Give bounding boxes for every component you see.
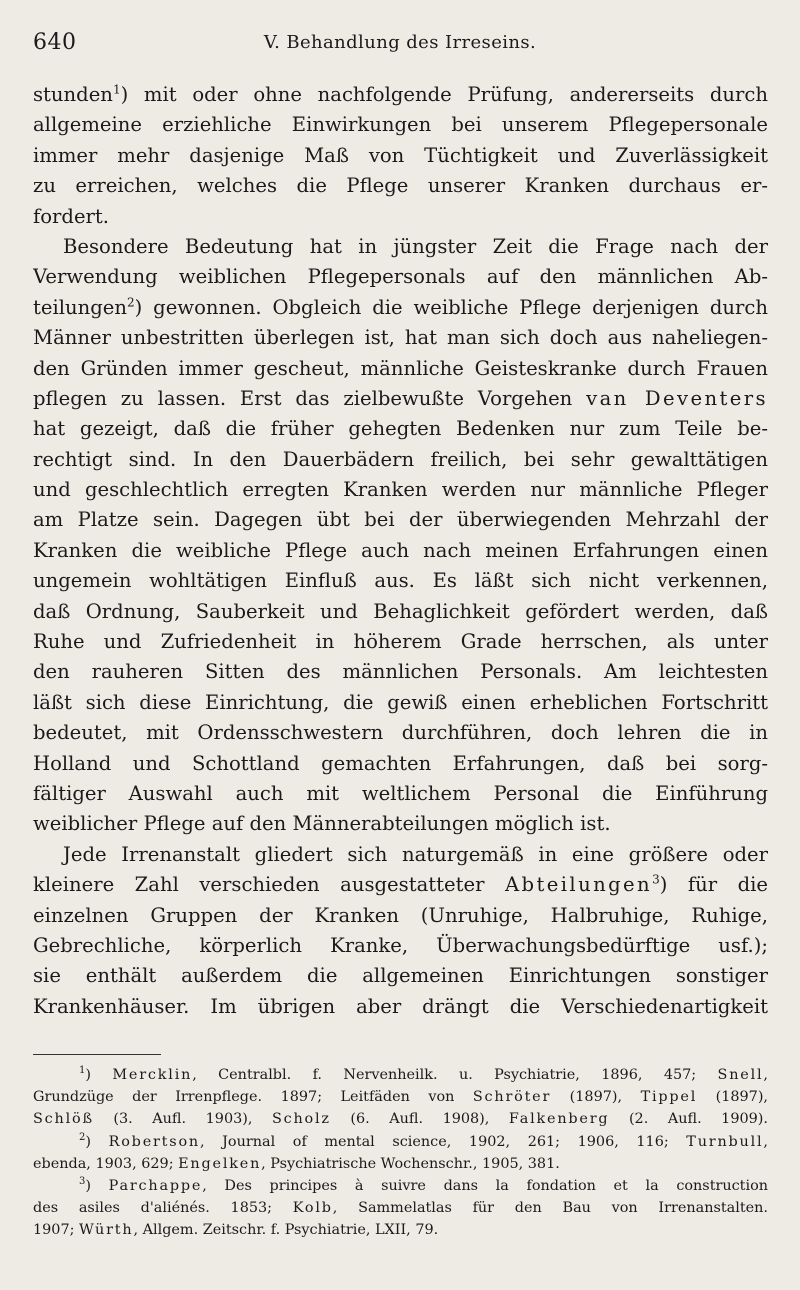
text-run: , Allgem. Zeitschr. f. Psychiatrie, LXII, 79.	[133, 1222, 439, 1239]
text-run: pflegen zu lassen. Erst das zielbewußte Vorgehen	[33, 386, 573, 410]
footnote-line	[33, 1219, 768, 1241]
author-name: Falkenberg	[508, 1111, 610, 1128]
text-line: immer mehr dasjenige Maß von Tüchtigkeit und Zuverlässigkeit	[33, 143, 768, 167]
author-name: Würth	[79, 1222, 134, 1239]
text-line: Verwendung weiblichen Pflegepersonals auf den männlichen Ab-	[33, 265, 768, 289]
author-name: Snell	[717, 1067, 764, 1083]
text-line: daß Ordnung, Sauberkeit und Behaglichkeit gefördert werden, daß	[33, 599, 768, 623]
text-line: Holland und Schottland gemachten Erfahrungen, daß bei sorg-	[33, 751, 768, 775]
text-line: weiblicher Pflege auf den Männerabteilungen möglich ist.	[33, 812, 611, 836]
text-run: )	[85, 1067, 113, 1083]
text-run: des asiles d'aliénés. 1853;	[33, 1200, 293, 1217]
text-run: (1897),	[697, 1089, 768, 1106]
footnote-ref: 3	[652, 872, 660, 887]
text-run: 1907;	[33, 1222, 80, 1239]
text-run: ) gewonnen. Obgleich die weibliche Pflege derjenigen durch	[134, 295, 768, 319]
footnote-marker: 1	[79, 1065, 86, 1077]
text-line: und geschlechtlich erregten Kranken werden nur männliche Pfleger	[33, 478, 768, 502]
footnote-ref: 1	[112, 82, 121, 97]
text-line: fältiger Auswahl auch mit weltlichem Personal die Einführung	[33, 781, 768, 805]
footnote-1	[33, 1064, 768, 1131]
text-run: ) mit oder ohne nachfolgende Prüfung, andererseits durch	[120, 83, 768, 106]
text-line	[33, 870, 768, 900]
text-line: bedeutet, mit Ordensschwestern durchführen, doch lehren die in	[33, 721, 768, 745]
footnote-line	[33, 1197, 768, 1219]
paragraph-3	[33, 840, 768, 1022]
text-line: am Platze sein. Dagegen übt bei der überwiegenden Mehrzahl der	[33, 508, 768, 532]
text-line: ungemein wohltätigen Einfluß aus. Es läßt sich nicht verkennen,	[33, 569, 768, 593]
footnote-2	[33, 1131, 768, 1175]
text-run: stunden	[33, 83, 113, 106]
text-run: )	[85, 1177, 109, 1194]
text-line	[33, 384, 768, 414]
text-line	[33, 80, 768, 110]
text-line	[33, 293, 768, 323]
text-line: fordert.	[33, 204, 110, 228]
text-line: allgemeine erziehliche Einwirkungen bei unserem Pflegepersonale	[33, 113, 768, 137]
author-name: Mercklin	[112, 1067, 193, 1083]
author-name: Robertson	[108, 1133, 200, 1150]
text-run: (3. Aufl. 1903),	[93, 1111, 272, 1128]
footnote-line	[33, 1086, 768, 1108]
author-name: Schröter	[472, 1089, 552, 1106]
footnote-separator	[33, 1054, 161, 1055]
text-run: , Sammelatlas für den Bau von Irrenanstalten.	[332, 1200, 768, 1217]
author-name: Turnbull	[686, 1133, 764, 1150]
text-line: Krankenhäuser. Im übrigen aber drängt die Verschiedenartigkeit	[33, 994, 768, 1018]
author-name: Scholz	[271, 1111, 331, 1128]
text-line: hat gezeigt, daß die früher gehegten Bedenken nur zum Teile be-	[33, 417, 768, 441]
text-line: Männer unbestritten überlegen ist, hat man sich doch aus naheliegen-	[33, 326, 768, 350]
emphasized-term: Abteilungen	[504, 873, 653, 897]
author-name: Parchappe	[108, 1177, 203, 1194]
text-run: ebenda, 1903, 629;	[33, 1155, 179, 1172]
text-line: Jede Irrenanstalt gliedert sich naturgemäß in eine größere oder	[63, 842, 768, 866]
text-run: )	[85, 1133, 109, 1150]
text-run: (2. Aufl. 1909).	[609, 1111, 768, 1128]
author-name: van Deventers	[586, 386, 768, 410]
text-line: den Gründen immer gescheut, männliche Geisteskranke durch Frauen	[33, 356, 768, 380]
text-run: kleinere Zahl verschieden ausgestatteter	[33, 873, 485, 897]
text-line: Ruhe und Zufriedenheit in höherem Grade herrschen, als unter	[33, 630, 768, 654]
footnote-marker: 2	[79, 1131, 86, 1143]
text-run: , Psychiatrische Wochenschr., 1905, 381.	[261, 1155, 560, 1172]
footnote-line	[33, 1153, 768, 1175]
text-run: (1897),	[551, 1089, 641, 1106]
page-number: 640	[33, 30, 77, 55]
text-line: rechtigt sind. In den Dauerbädern freilich, bei sehr gewalttätigen	[33, 447, 768, 471]
footnote-line	[33, 1131, 768, 1153]
footnote-ref: 2	[127, 295, 135, 310]
author-name: Tippel	[640, 1089, 698, 1106]
paragraph-2	[33, 232, 768, 840]
text-line: sie enthält außerdem die allgemeinen Einrichtungen sonstiger	[33, 964, 768, 988]
text-run: ) für die	[659, 873, 768, 897]
paragraph-1	[33, 80, 768, 232]
text-run: , Centralbl. f. Nervenheilk. u. Psychiatrie, 1896, 457;	[192, 1067, 718, 1083]
running-title: V. Behandlung des Irreseins.	[263, 32, 537, 53]
footnote-line	[33, 1108, 768, 1130]
text-run: , Des principes à suivre dans la fondation et la construction	[202, 1177, 768, 1194]
main-text	[33, 80, 768, 1022]
text-line: läßt sich diese Einrichtung, die gewiß einen erheblichen Fortschritt	[33, 690, 768, 714]
text-line: Kranken die weibliche Pflege auch nach meinen Erfahrungen einen	[33, 538, 768, 562]
footnotes	[33, 1064, 768, 1242]
footnote-marker: 3	[79, 1176, 86, 1188]
text-line: den rauheren Sitten des männlichen Personals. Am leichtesten	[33, 660, 768, 684]
text-run: Grundzüge der Irrenpflege. 1897; Leitfäden von	[33, 1089, 473, 1106]
text-run: , Journal of mental science, 1902, 261; 1906, 116;	[200, 1133, 687, 1150]
text-line: einzelnen Gruppen der Kranken (Unruhige, Halbruhige, Ruhige,	[33, 903, 768, 927]
footnote-line	[33, 1175, 768, 1197]
footnote-3	[33, 1175, 768, 1242]
text-run: ,	[763, 1133, 768, 1150]
text-run: (6. Aufl. 1908),	[330, 1111, 509, 1128]
page-header	[33, 30, 767, 64]
text-run: teilungen	[33, 295, 127, 319]
text-line: Besondere Bedeutung hat in jüngster Zeit die Frage nach der	[63, 234, 768, 258]
text-line: zu erreichen, welches die Pflege unserer Kranken durchaus er-	[33, 174, 768, 198]
text-run: ,	[763, 1067, 768, 1083]
text-line: Gebrechliche, körperlich Kranke, Überwachungsbedürftige usf.);	[33, 933, 768, 957]
author-name: Schlöß	[33, 1111, 94, 1128]
author-name: Kolb	[292, 1200, 333, 1217]
author-name: Engelken	[178, 1155, 262, 1172]
footnote-line	[33, 1064, 768, 1086]
